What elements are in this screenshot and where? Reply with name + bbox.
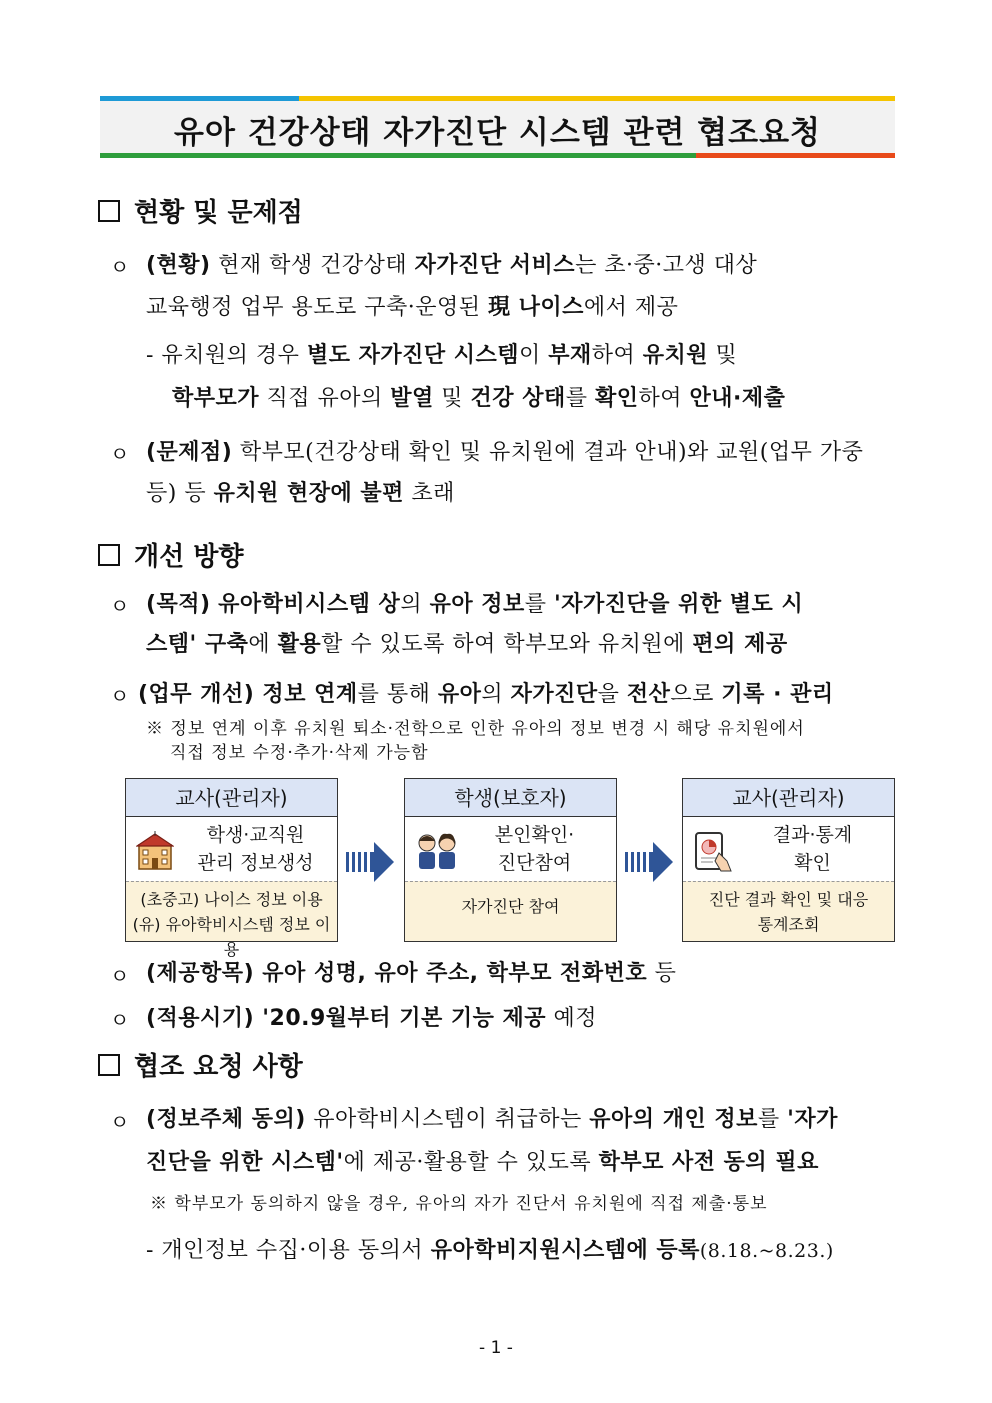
paragraph-line: (적용시기) '20.9월부터 기본 기능 제공 예정 xyxy=(146,1006,598,1031)
bullet: ㅇ xyxy=(110,1110,130,1134)
flow-box-head: 교사(관리자) xyxy=(683,779,894,817)
flow-box-teacher-result: 교사(관리자) 결과·통계 확인 진단 결과 확인 및 대응 통계조회 xyxy=(682,778,895,942)
flow-box-head: 학생(보호자) xyxy=(405,779,616,817)
section-heading-request: 협조 요청 사항 xyxy=(98,1046,303,1083)
paragraph-line: (현황) 현재 학생 건강상태 자가진단 서비스는 초·중·고생 대상 xyxy=(146,253,758,278)
title-banner xyxy=(100,96,895,158)
page-number: - 1 - xyxy=(479,1338,513,1358)
paragraph-line: (목적) 유아학비시스템 상의 유아 정보를 '자가진단을 위한 별도 시 xyxy=(146,592,804,617)
page-title: 유아 건강상태 자가진단 시스템 관련 협조요청 xyxy=(174,115,821,151)
checkbox-square-icon xyxy=(98,1054,120,1076)
bullet: ㅇ xyxy=(110,255,130,279)
paragraph-line: 등) 등 유치원 현장에 불편 초래 xyxy=(146,481,455,506)
checkbox-square-icon xyxy=(98,544,120,566)
paragraph-line: - 개인정보 수집·이용 동의서 유아학비지원시스템에 등록(8.18.~8.23.) xyxy=(146,1238,834,1263)
bullet: ㅇ xyxy=(110,964,130,988)
paragraph-line: 스템' 구축에 활용할 수 있도록 하여 학부모와 유치원에 편의 제공 xyxy=(146,632,788,657)
paragraph-line: (업무 개선) 정보 연계를 통해 유아의 자가진단을 전산으로 기록 · 관리 xyxy=(138,682,834,707)
paragraph-line: 학부모가 직접 유아의 발열 및 건강 상태를 확인하여 안내·제출 xyxy=(172,386,786,411)
flow-box-teacher-create: 교사(관리자) 학생·교직원 관리 정보생성 (초중고) 나이스 정보 이용 (유) 유아학비시스템 정보 이용 xyxy=(125,778,338,942)
note-line: ※ 학부모가 동의하지 않을 경우, 유아의 자가 진단서 유치원에 직접 제출·통보 xyxy=(150,1194,768,1214)
flow-box-student-participate: 학생(보호자) 본인확인· 진단참여 자가진단 참여 xyxy=(404,778,617,942)
paragraph-line: (정보주체 동의) 유아학비시스템이 취급하는 유아의 개인 정보를 '자가 xyxy=(146,1107,838,1132)
right-arrow-icon xyxy=(346,840,396,888)
paragraph-line: 진단을 위한 시스템'에 제공·활용할 수 있도록 학부모 사전 동의 필요 xyxy=(146,1150,819,1175)
tablet-chart-icon xyxy=(693,831,735,877)
paragraph-line: 교육행정 업무 용도로 구축·운영된 現 나이스에서 제공 xyxy=(146,295,679,320)
students-icon xyxy=(415,831,459,875)
paragraph-line: - 유치원의 경우 별도 자가진단 시스템이 부재하여 유치원 및 xyxy=(146,343,738,368)
right-arrow-icon xyxy=(625,840,675,888)
section-heading-improvement: 개선 방향 xyxy=(98,536,244,573)
note-line: 직접 정보 수정·추가·삭제 가능함 xyxy=(170,743,429,763)
banner-top-bar xyxy=(100,96,895,101)
section-heading-status: 현황 및 문제점 xyxy=(98,192,303,229)
bullet: ㅇ xyxy=(110,684,130,708)
bullet: ㅇ xyxy=(110,594,130,618)
flow-box-head: 교사(관리자) xyxy=(126,779,337,817)
bullet: ㅇ xyxy=(110,1008,130,1032)
checkbox-square-icon xyxy=(98,200,120,222)
banner-bottom-bar xyxy=(100,153,895,158)
note-line: ※ 정보 연계 이후 유치원 퇴소·전학으로 인한 유아의 정보 변경 시 해당 유치원에서 xyxy=(146,719,805,739)
bullet: ㅇ xyxy=(110,442,130,466)
paragraph-line: (제공항목) 유아 성명, 유아 주소, 학부모 전화번호 등 xyxy=(146,961,677,986)
paragraph-line: (문제점) 학부모(건강상태 확인 및 유치원에 결과 안내)와 교원(업무 가중 xyxy=(146,440,864,465)
school-icon xyxy=(136,831,174,875)
